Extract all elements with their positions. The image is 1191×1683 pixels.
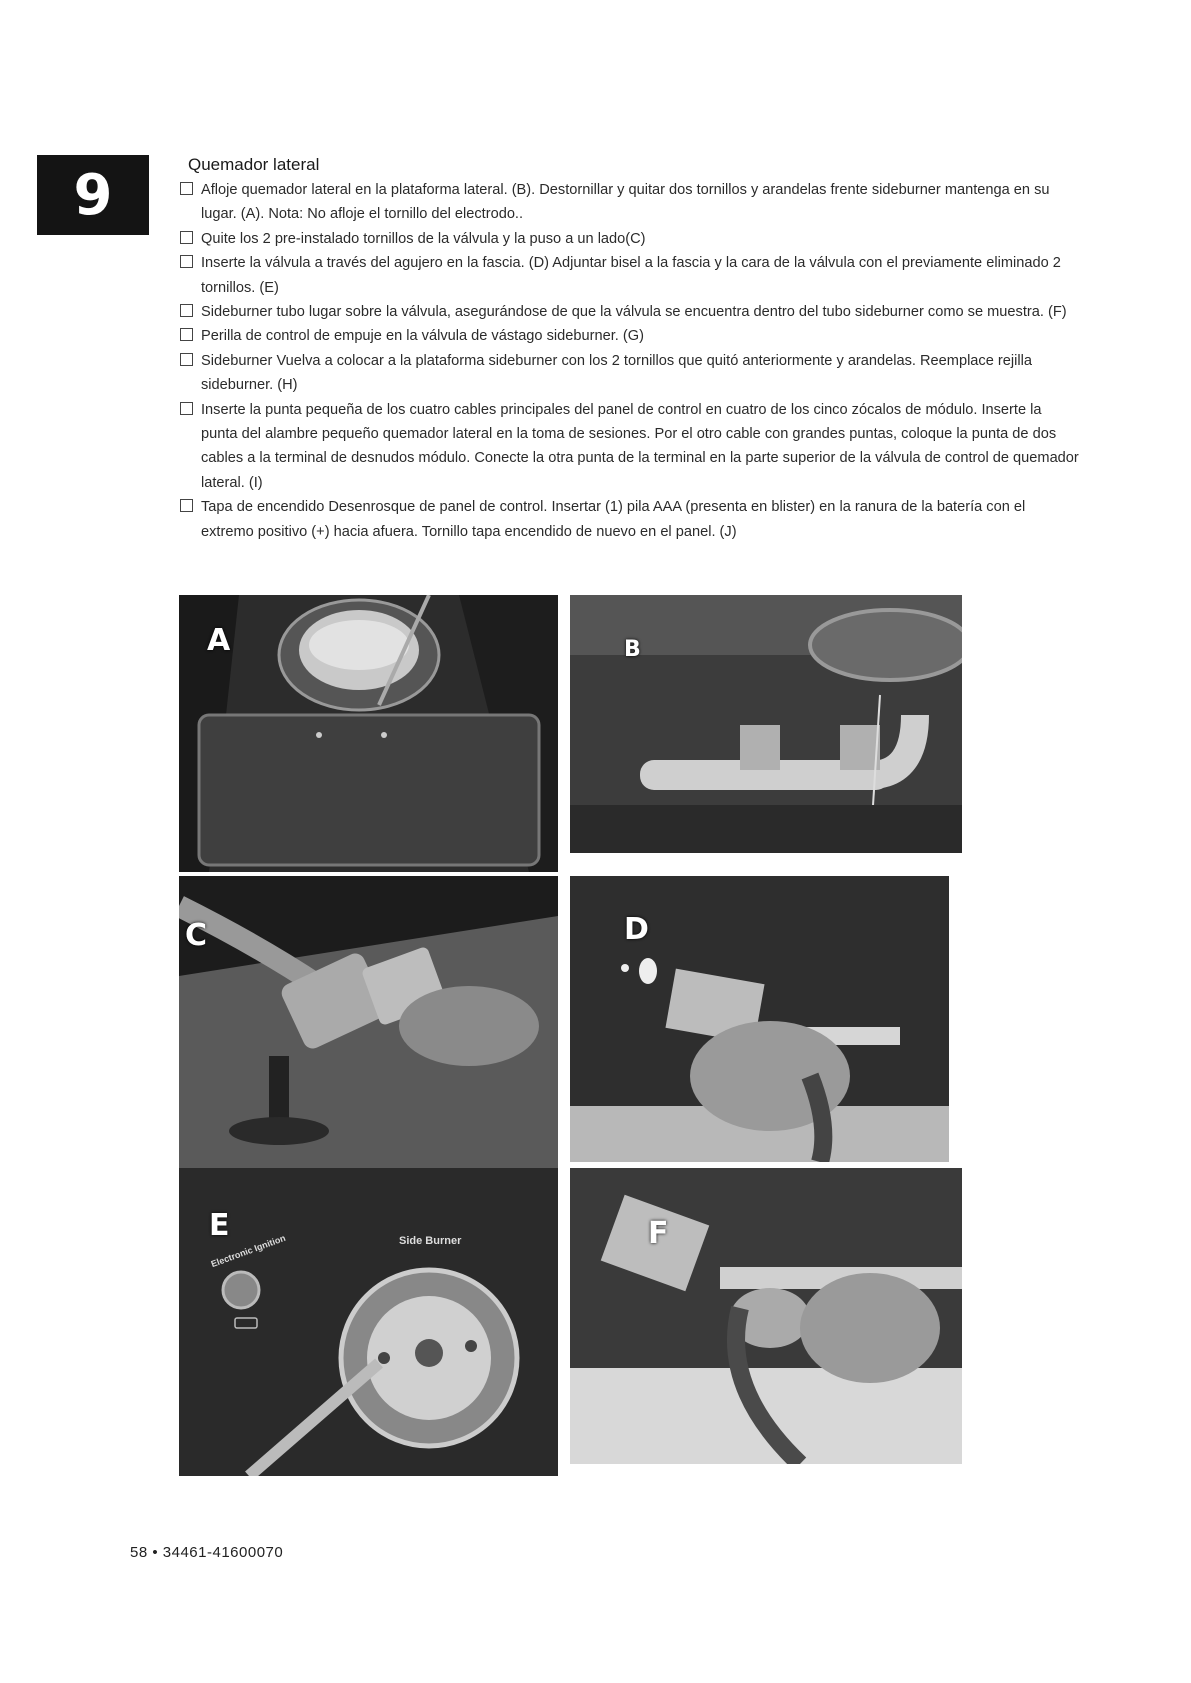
photo-label: D (624, 912, 649, 947)
list-item (180, 227, 1080, 251)
photo-c (179, 876, 558, 1168)
side-burner-label: Side Burner (399, 1235, 462, 1247)
section-title: Quemador lateral (188, 155, 320, 174)
list-item (180, 495, 1080, 544)
checkbox-icon (180, 304, 193, 317)
photo-a (179, 595, 558, 872)
step-text: Inserte la punta pequeña de los cuatro cables principales del panel de control en cuatro de los cinco zócalos de módulo. Inserte la punta del alambre pequeño quemador lateral en la toma de sesiones. Por el otro cable con grandes puntas, coloque la punta de dos cables a la terminal de desnudos módulo. Conecte la otra punta de la terminal en la parte superior de la válvula de control de quemador lateral. (I) (201, 401, 1079, 491)
step-text: Perilla de control de empuje en la válvula de vástago sideburner. (G) (201, 328, 644, 345)
photo-f (570, 1168, 962, 1464)
checkbox-icon (180, 231, 193, 244)
step-text: Inserte la válvula a través del agujero en la fascia. (D) Adjuntar bisel a la fascia y la cara de la válvula con el previamente eliminado 2 tornillos. (E) (201, 255, 1061, 296)
list-item (180, 178, 1080, 227)
checkbox-icon (180, 499, 193, 512)
photo-f-illustration (570, 1168, 962, 1464)
photo-label: B (624, 637, 641, 662)
photo-c-illustration (179, 876, 558, 1168)
step-text: Afloje quemador lateral en la plataforma lateral. (B). Destornillar y quitar dos tornillos y arandelas frente sideburner mantenga en su lugar. (A). Nota: No afloje el tornillo del electrodo.. (201, 182, 1050, 223)
photo-b (570, 595, 962, 853)
checkbox-icon (180, 255, 193, 268)
photo-e (179, 1168, 558, 1476)
photo-label: E (209, 1208, 230, 1243)
photo-label: F (648, 1216, 669, 1251)
step-text: Sideburner tubo lugar sobre la válvula, asegurándose de que la válvula se encuentra dentro del tubo sideburner como se muestra. (F) (201, 304, 1067, 321)
photo-label: A (207, 623, 231, 658)
photo-a-illustration (179, 595, 558, 872)
electronic-ignition-label: Electronic Ignition (209, 1232, 287, 1270)
step-text: Quite los 2 pre-instalado tornillos de la válvula y la puso a un lado(C) (201, 230, 646, 247)
list-item (180, 398, 1080, 496)
list-item (180, 300, 1080, 324)
checkbox-icon (180, 353, 193, 366)
list-item (180, 349, 1080, 398)
photo-b-illustration (570, 595, 962, 853)
step-number-badge: 9 (37, 155, 149, 235)
list-item (180, 251, 1080, 300)
checkbox-icon (180, 328, 193, 341)
checkbox-icon (180, 402, 193, 415)
instruction-list (180, 178, 1080, 544)
step-text: Sideburner Vuelva a colocar a la plataforma sideburner con los 2 tornillos que quitó anteriormente y arandelas. Reemplace rejilla sideburner. (H) (201, 352, 1032, 394)
checkbox-icon (180, 182, 193, 195)
photo-e-illustration (179, 1168, 558, 1476)
photo-d (570, 876, 949, 1162)
page-footer: 58 • 34461-41600070 (130, 1544, 284, 1561)
list-item (180, 324, 1080, 348)
photo-label: C (185, 918, 208, 953)
step-text: Tapa de encendido Desenrosque de panel de control. Insertar (1) pila AAA (presenta en blister) en la ranura de la batería con el extremo positivo (+) hacia afuera. Tornillo tapa encendido de nuevo en el panel. (J) (201, 499, 1026, 540)
